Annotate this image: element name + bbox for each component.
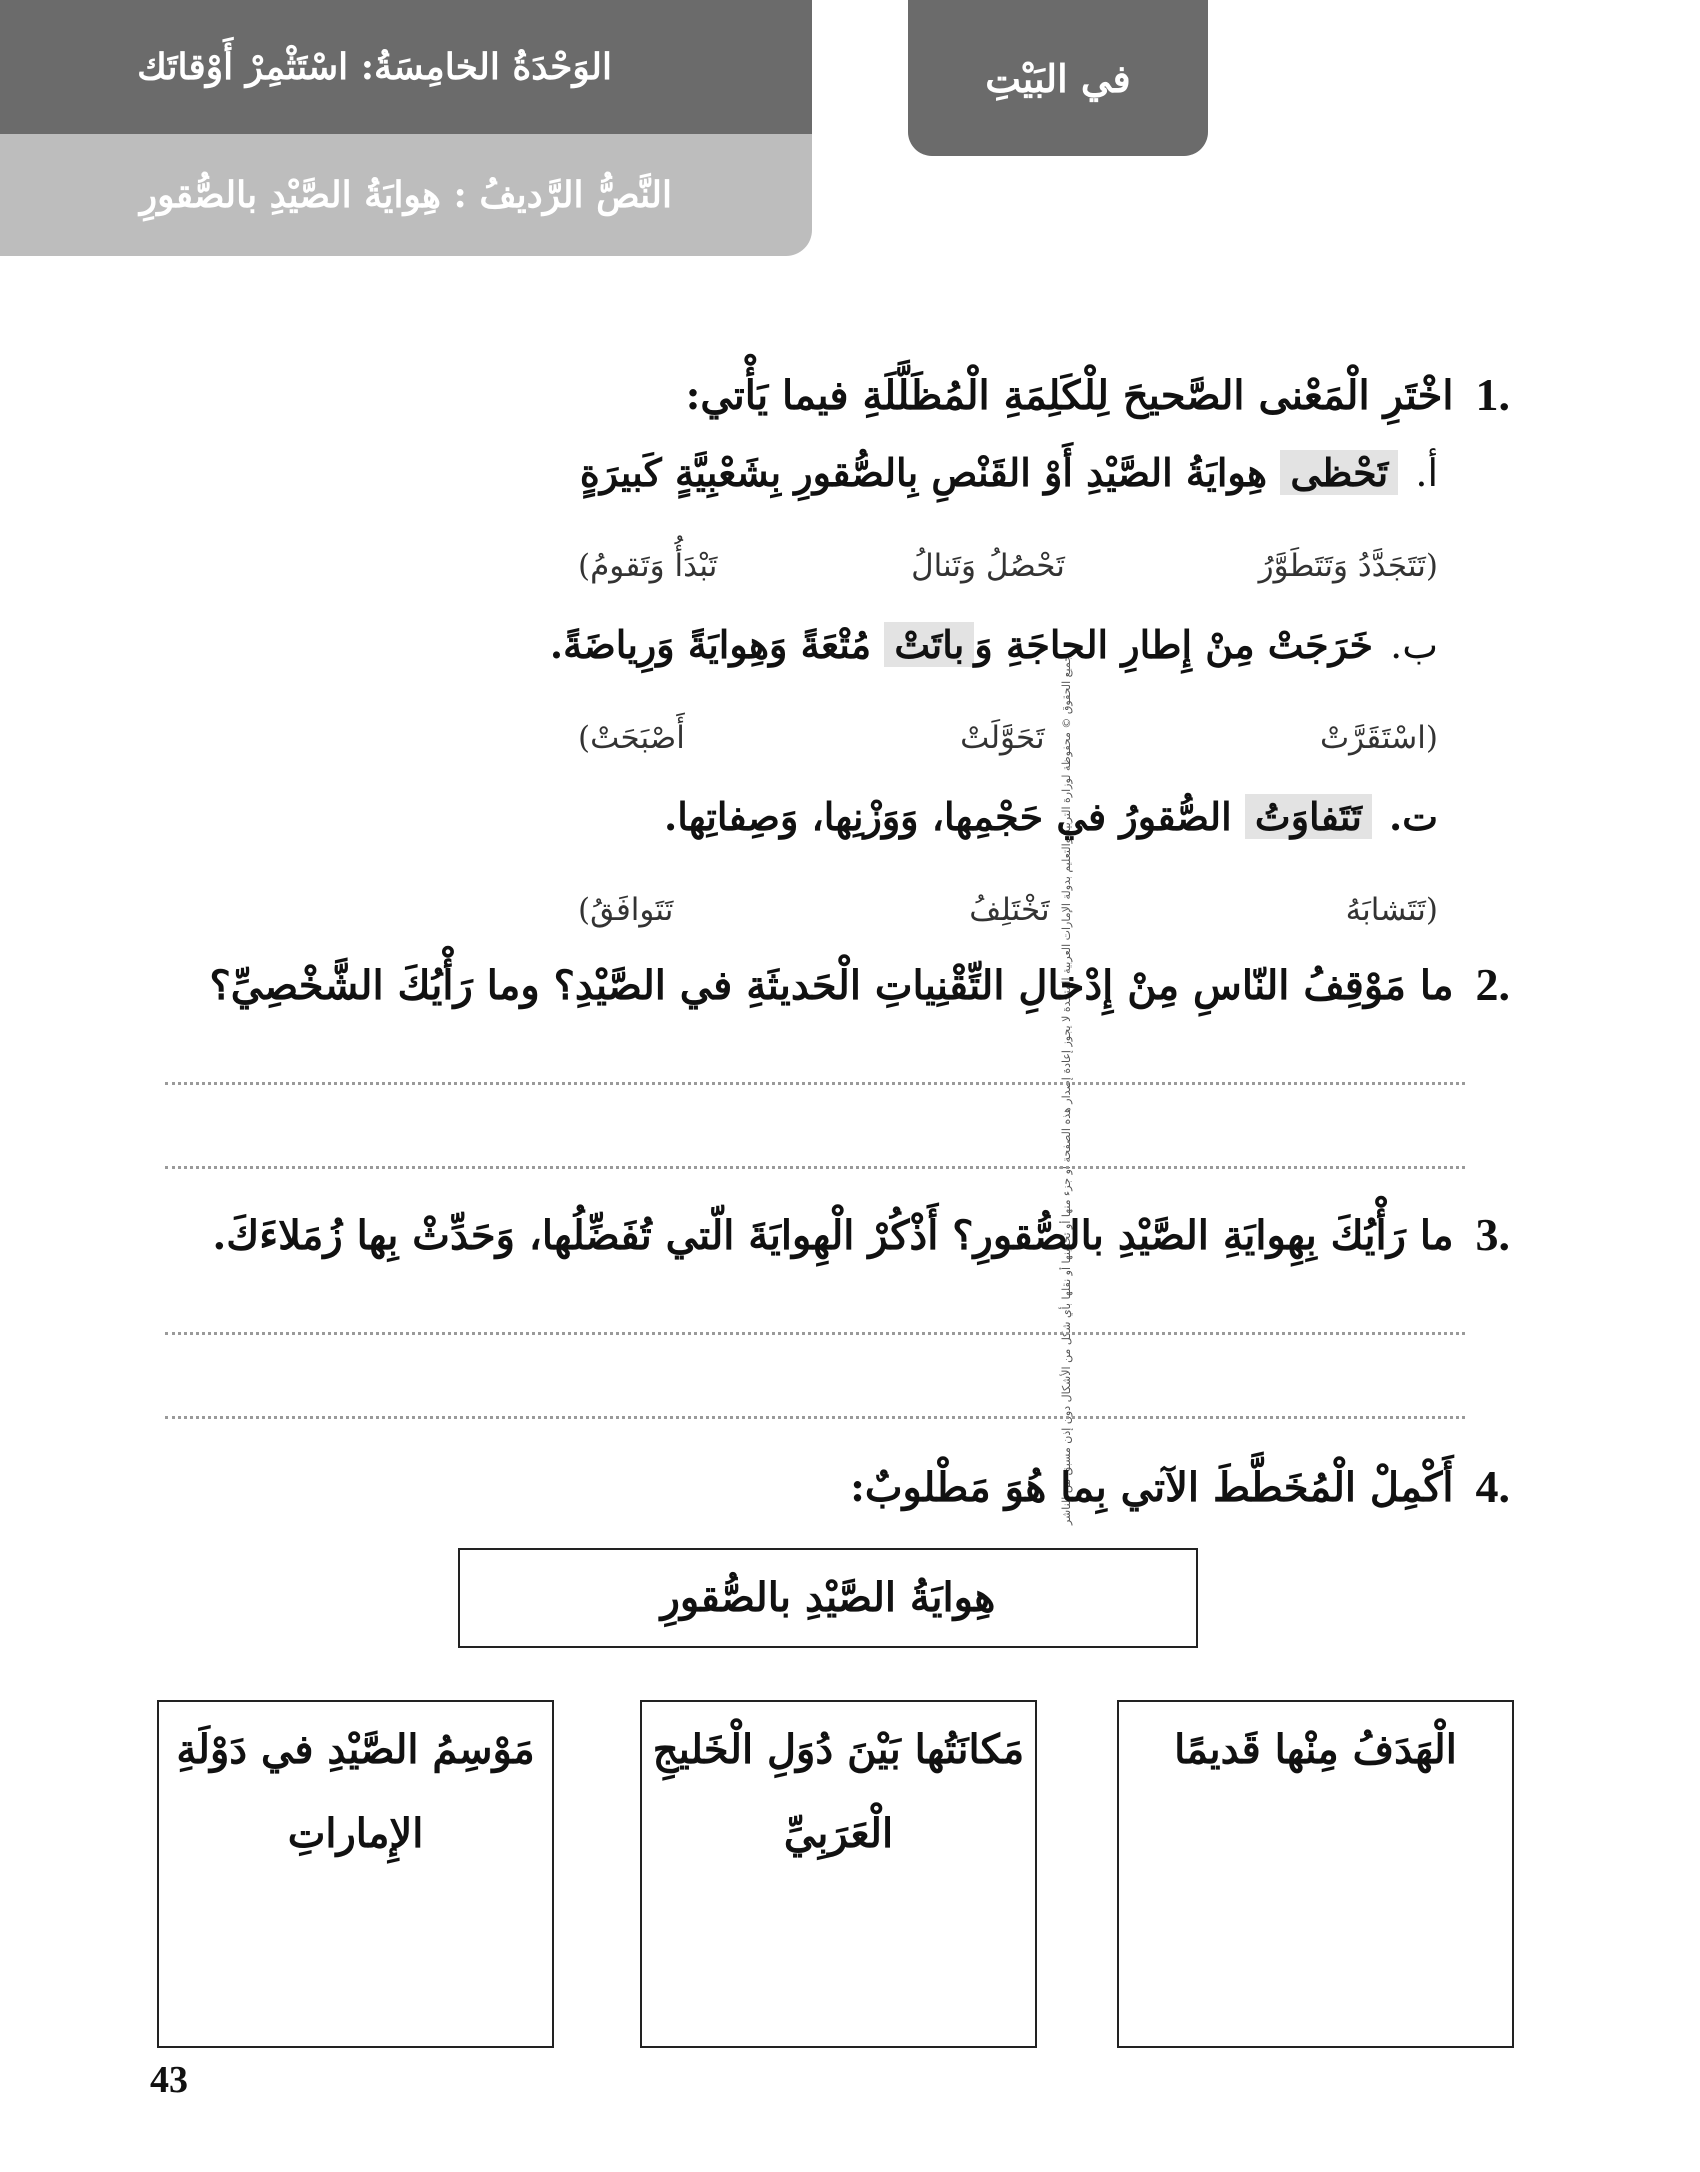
q3-answer-line-1[interactable]	[165, 1332, 1465, 1335]
diagram-box-status-label: مَكانَتُها بَيْنَ دُوَلِ الْخَليجِ الْعَرَبِيِّ	[652, 1726, 1025, 1857]
text-title: النَّصُّ الرَّديفُ : هِوايَةُ الصَّيْدِ بالصُّقورِ	[139, 174, 672, 216]
q1-item-a-option-3: تَبْدَأُ وَتَقومُ)	[578, 548, 718, 584]
q1-item-b-option-3: أَصْبَحَتْ)	[578, 720, 685, 756]
diagram-top-label: هِوايَةُ الصَّيْدِ بالصُّقورِ	[660, 1574, 996, 1621]
diagram-box-season-label: مَوْسِمُ الصَّيْدِ في دَوْلَةِ الإِماراتِ	[176, 1726, 535, 1857]
q1-item-a	[580, 450, 1438, 495]
home-tab	[908, 0, 1208, 156]
diagram-box-season[interactable]	[157, 1700, 554, 2048]
diagram-box-status[interactable]	[640, 1700, 1037, 2048]
q1-item-t-options	[578, 892, 1438, 928]
q3-number: 3.	[1475, 1209, 1510, 1260]
q1-item-a-option-2: تَحْصُلُ وَتَنالُ	[911, 548, 1065, 584]
q2-answer-line-1[interactable]	[165, 1082, 1465, 1085]
q1-item-t-option-2: تَخْتَلِفُ	[969, 892, 1050, 928]
home-tab-label: في البَيْتِ	[985, 55, 1131, 101]
q1-item-b-letter: ب.	[1390, 623, 1438, 667]
q1-item-b-highlight: باتَتْ	[884, 622, 974, 667]
diagram-box-purpose-label: الْهَدَفُ مِنْها قَديمًا	[1174, 1726, 1457, 1773]
q1-item-b-text-before: خَرَجَتْ مِنْ إِطارِ الحاجَةِ وَ	[974, 622, 1374, 667]
q1-item-b-options	[578, 720, 1438, 756]
q1-item-t-option-1: (تَتَشابَهُ	[1345, 892, 1438, 928]
q4	[850, 1460, 1510, 1516]
copyright-notice: جميع الحقوق © محفوظة لوزارة التربية والتعليم بدولة الإمارات العربية المتحدة لا يجوز إعادة إصدار هذه الصفحة أو جزء منها أو تخزينها أو نقلها بأي شكل من الأشكال دون إذن مسبق من الناشر	[1060, 654, 1073, 1526]
q1-item-a-options	[578, 548, 1438, 584]
q1-number: 1.	[1475, 369, 1510, 420]
q1-item-a-highlight: تَحْظى	[1280, 450, 1398, 495]
q1-item-t-letter: ت.	[1388, 794, 1438, 839]
q1-item-t-option-3: تَتَوافَقُ)	[578, 892, 674, 928]
q1-header	[686, 368, 1510, 424]
diagram-box-purpose[interactable]	[1117, 1700, 1514, 2048]
q2-number: 2.	[1475, 959, 1510, 1010]
q1-item-b	[550, 622, 1438, 667]
unit-title-banner	[0, 0, 812, 134]
unit-title: الوَحْدَةُ الخامِسَةُ: اسْتَثْمِرْ أَوْقاتَك	[137, 46, 612, 88]
q1-item-b-text: مُتْعَةً وَهِوايَةً وَرِياضَةً.	[549, 622, 885, 667]
page-number: 43	[150, 2059, 188, 2101]
q1-item-b-option-1: (اسْتَقَرَّتْ	[1319, 720, 1438, 756]
q2-prompt: ما مَوْقِفُ النّاسِ مِنْ إِدْخالِ التِّقْنِياتِ الْحَديثَةِ في الصَّيْدِ؟ وما رَأْيُكَ الشَّخْصِيِّ؟	[209, 962, 1454, 1009]
diagram-top-box	[458, 1548, 1198, 1648]
q1-item-a-text: هِوايَةُ الصَّيْدِ أَوْ القَنْصِ بِالصُّقورِ بِشَعْبِيَّةٍ كَبيرَةٍ	[579, 450, 1281, 495]
q1-item-t-highlight: تَتَفاوَتُ	[1245, 794, 1372, 839]
text-title-banner	[0, 134, 812, 256]
q2-answer-line-2[interactable]	[165, 1166, 1465, 1169]
q1-item-a-letter: أ.	[1415, 451, 1438, 495]
q4-number: 4.	[1475, 1461, 1510, 1512]
q3-answer-line-2[interactable]	[165, 1416, 1465, 1419]
q1-item-t	[664, 794, 1438, 839]
q1-item-a-option-1: (تَتَجَدَّدُ وَتَتَطَوَّرُ	[1258, 548, 1438, 584]
q1-item-b-option-2: تَحَوَّلَتْ	[960, 720, 1045, 756]
q4-prompt: أَكْمِلْ الْمُخَطَّطَ الآتي بِما هُوَ مَطْلوبٌ:	[850, 1464, 1454, 1511]
q1-item-t-text: الصُّقورُ في حَجْمِها، وَوَزْنِها، وَصِفاتِها.	[663, 794, 1245, 839]
q2	[210, 958, 1510, 1014]
q3	[212, 1208, 1510, 1264]
q3-prompt: ما رَأْيُكَ بِهِوايَةِ الصَّيْدِ بالصُّقورِ؟ أَذْكُرْ الْهِوايَةَ الّتي تُفَضِّلُها، وَحَدِّثْ بِها زُمَلاءَكَ.	[212, 1212, 1454, 1259]
q1-prompt: اخْتَرِ الْمَعْنى الصَّحيحَ لِلْكَلِمَةِ الْمُظَلَّلَةِ فيما يَأْتي:	[685, 372, 1454, 419]
